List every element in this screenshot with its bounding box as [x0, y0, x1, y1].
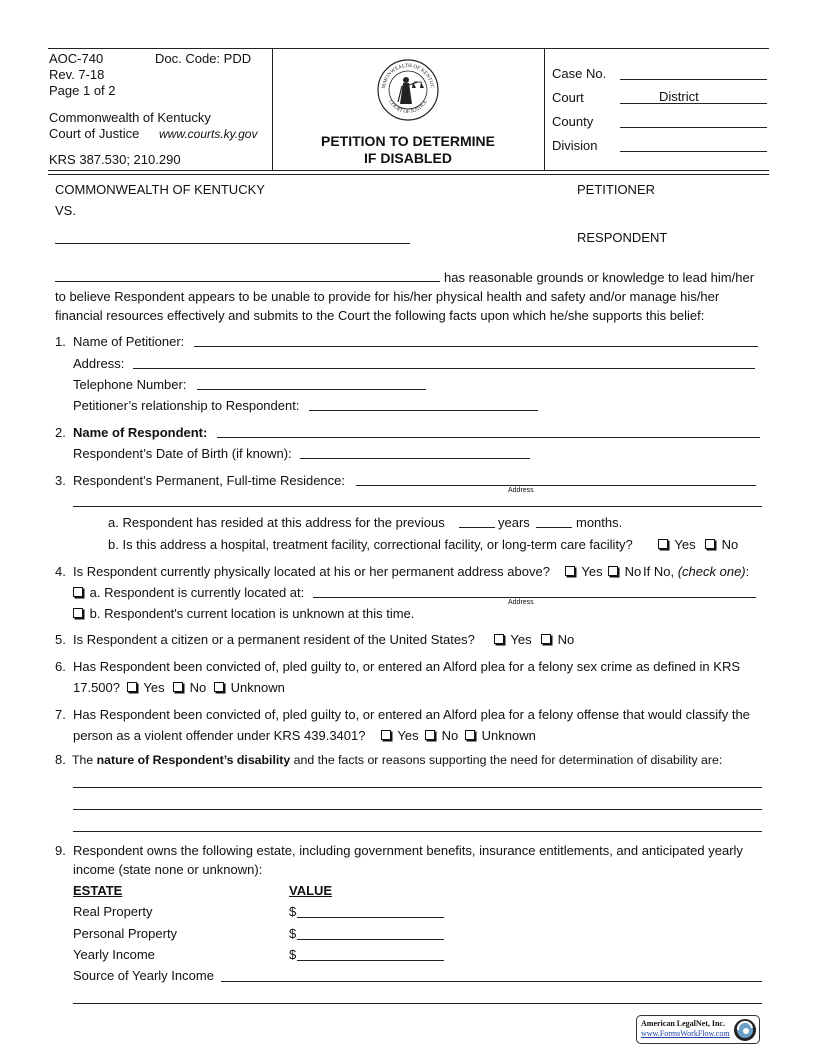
q3b-yes-option[interactable]: [658, 537, 696, 553]
q9-line-1: Respondent owns the following estate, including government benefits, insurance entitlements, and anticipated yearly: [73, 843, 743, 858]
county-field[interactable]: [620, 127, 767, 128]
checkbox-icon[interactable]: [565, 566, 575, 576]
q3-address-caption: Address: [508, 487, 534, 494]
statute: KRS 387.530; 210.290: [49, 152, 181, 167]
q5-yes-label: Yes: [510, 632, 532, 647]
checkbox-icon[interactable]: [73, 587, 83, 597]
q5-yes-option[interactable]: [494, 632, 532, 648]
header-divider-right: [544, 48, 545, 170]
q7-no-option[interactable]: [425, 728, 458, 744]
q8-the: The: [72, 753, 94, 767]
q4-number: 4.: [55, 564, 66, 579]
caption-plaintiff: COMMONWEALTH OF KENTUCKY: [55, 182, 265, 197]
division-label: Division: [552, 138, 598, 153]
respondent-residence-field-line-2[interactable]: [73, 506, 762, 507]
revision: Rev. 7-18: [49, 67, 105, 82]
q1-relationship-label: Petitioner’s relationship to Respondent:: [73, 398, 300, 413]
q3a-text: a. Respondent has resided at this address for the previous: [108, 515, 445, 530]
checkbox-icon[interactable]: [658, 539, 668, 549]
q1-phone-label: Telephone Number:: [73, 377, 187, 392]
header-bottom-rule-2: [48, 174, 769, 175]
caption-petitioner: PETITIONER: [577, 182, 656, 197]
estate-personal-property: Personal Property: [73, 926, 178, 941]
q4-yes-label: Yes: [581, 564, 603, 579]
q4a-location-field[interactable]: [313, 597, 756, 598]
q7-line-2: person as a violent offender under KRS 439.3401?: [73, 728, 366, 743]
intro-line-1: has reasonable grounds or knowledge to lead him/her: [444, 270, 755, 285]
q6-yes-option[interactable]: [127, 680, 165, 696]
q3a-months-label: months.: [576, 515, 623, 530]
checkbox-icon[interactable]: [465, 730, 475, 740]
checkbox-icon[interactable]: [608, 566, 618, 576]
checkbox-icon[interactable]: [425, 730, 435, 740]
q4-question: Is Respondent currently physically located at his or her permanent address above?: [73, 564, 550, 579]
court-label: Court: [552, 90, 584, 105]
q4-check-one: (check one): [677, 564, 746, 579]
q5-no-label: No: [557, 632, 575, 647]
q7-number: 7.: [55, 707, 66, 722]
q1-address-label: Address:: [73, 356, 125, 371]
q8-answer-line-3[interactable]: [73, 831, 762, 832]
q6-unknown-label: Unknown: [230, 680, 285, 695]
page-number: Page 1 of 2: [49, 83, 116, 98]
respondent-dob-field[interactable]: [300, 458, 530, 459]
q7-yes-option[interactable]: [381, 728, 419, 744]
dollar-sign: $: [289, 904, 297, 919]
seal-top-text: MMONWEALTH OF KENTUC: [380, 62, 435, 89]
petitioner-address-field[interactable]: [133, 368, 755, 369]
estate-header: ESTATE: [73, 883, 123, 898]
q8-answer-line-2[interactable]: [73, 809, 762, 810]
q4b-text: b. Respondent's current location is unknown at this time.: [89, 606, 415, 621]
q4-no-label: No: [624, 564, 642, 579]
source-income-label: Source of Yearly Income: [73, 968, 214, 983]
q7-line-1: Has Respondent been convicted of, pled guilty to, or entered an Alford plea for a felony offense that would classify the: [73, 707, 750, 722]
source-income-field-line-2[interactable]: [73, 1003, 762, 1004]
q8-bold: nature of Respondent’s disability: [96, 753, 291, 767]
dollar-sign: $: [289, 926, 297, 941]
q4a-address-caption: Address: [508, 599, 534, 606]
q3b-no-label: No: [721, 537, 739, 552]
state-name: Commonwealth of Kentucky: [49, 110, 211, 125]
q8-number: 8.: [55, 752, 66, 767]
court-of-justice: Court of Justice: [49, 126, 140, 141]
q2-number: 2.: [55, 425, 66, 440]
q4a-option[interactable]: [73, 585, 304, 601]
footer-company: American LegalNet, Inc.: [641, 1019, 725, 1028]
q9-line-2: income (state none or unknown):: [73, 862, 263, 877]
q5-question: Is Respondent a citizen or a permanent resident of the United States?: [73, 632, 475, 647]
value-header: VALUE: [289, 883, 333, 898]
form-title-line-2: IF DISABLED: [364, 150, 452, 166]
doc-code: Doc. Code: PDD: [155, 51, 252, 66]
q7-no-label: No: [441, 728, 459, 743]
division-field[interactable]: [620, 151, 767, 152]
header-top-rule: [48, 48, 769, 49]
court-value: District: [659, 89, 699, 104]
q6-no-option[interactable]: [173, 680, 206, 696]
checkbox-icon[interactable]: [73, 608, 83, 618]
seal-bottom-text: COURT OF JUSTICE: [387, 99, 429, 116]
q4-yes-option[interactable]: [565, 564, 603, 580]
respondent-residence-field[interactable]: [356, 485, 756, 486]
case-number-field[interactable]: [620, 79, 767, 80]
case-number-label: Case No.: [552, 66, 607, 81]
footer-site-link[interactable]: www.FormsWorkFlow.com: [641, 1029, 730, 1038]
q6-number: 6.: [55, 659, 66, 674]
globe-logo-icon: [733, 1018, 757, 1042]
caption-vs: VS.: [55, 203, 76, 218]
q8-rest: and the facts or reasons supporting the need for determination of disability are:: [293, 753, 723, 767]
intro-line-3: financial resources effectively and submits to the Court the following facts upon which he/she supports this belief:: [55, 308, 705, 323]
q3a-months-field[interactable]: [536, 527, 572, 528]
q6-line-1: Has Respondent been convicted of, pled guilty to, or entered an Alford plea for a felony sex crime as defined in KRS: [73, 659, 741, 674]
form-title-line-1: PETITION TO DETERMINE: [321, 133, 495, 149]
q5-number: 5.: [55, 632, 66, 647]
county-label: County: [552, 114, 594, 129]
q3b-yes-label: Yes: [674, 537, 696, 552]
q6-line-2: 17.500?: [73, 680, 120, 695]
q5-no-option[interactable]: [541, 632, 574, 648]
q6-no-label: No: [189, 680, 207, 695]
dollar-sign: $: [289, 947, 297, 962]
q7-yes-label: Yes: [397, 728, 419, 743]
q4-if-no: [643, 564, 749, 580]
q2-dob-label: Respondent’s Date of Birth (if known):: [73, 446, 292, 461]
estate-yearly-income: Yearly Income: [73, 947, 155, 962]
form-number: AOC-740: [49, 51, 104, 66]
q4-colon: :: [745, 564, 750, 579]
q9-number: 9.: [55, 843, 66, 858]
q3a-years-label: years: [498, 515, 530, 530]
intro-line-2: to believe Respondent appears to be unable to provide for his/her physical health and safety and/or manage his/her: [55, 289, 720, 304]
source-income-field[interactable]: [221, 981, 762, 982]
q1-name-label: Name of Petitioner:: [73, 334, 185, 349]
checkbox-icon[interactable]: [127, 682, 137, 692]
q1-number: 1.: [55, 334, 66, 349]
petitioner-name-field[interactable]: [194, 346, 758, 347]
q6-yes-label: Yes: [143, 680, 165, 695]
petitioner-phone-field[interactable]: [197, 389, 426, 390]
q6-unknown-option[interactable]: [214, 680, 285, 696]
checkbox-icon[interactable]: [214, 682, 224, 692]
q8-text: [72, 752, 722, 768]
q7-unknown-label: Unknown: [481, 728, 536, 743]
checkbox-icon[interactable]: [705, 539, 715, 549]
q4-no-option[interactable]: [608, 564, 641, 580]
website-link[interactable]: www.courts.ky.gov: [159, 127, 258, 141]
q3b-no-option[interactable]: [705, 537, 738, 553]
checkbox-icon[interactable]: [541, 634, 551, 644]
q4a-text: a. Respondent is currently located at:: [89, 585, 305, 600]
yearly-income-value-field[interactable]: [297, 960, 444, 961]
estate-real-property: Real Property: [73, 904, 153, 919]
petitioner-relationship-field[interactable]: [309, 410, 538, 411]
respondent-full-name-field[interactable]: [217, 437, 760, 438]
checkbox-icon[interactable]: [173, 682, 183, 692]
checkbox-icon[interactable]: [381, 730, 391, 740]
q2-name-label: Name of Respondent:: [73, 425, 208, 440]
q3-residence-label: Respondent's Permanent, Full-time Residence:: [73, 473, 346, 488]
respondent-name-field[interactable]: [55, 243, 410, 244]
q3b-text: b. Is this address a hospital, treatment facility, correctional facility, or long-term care facility?: [108, 537, 633, 552]
header-bottom-rule: [48, 170, 769, 171]
kentucky-seal-icon: [376, 58, 440, 122]
q7-unknown-option[interactable]: [465, 728, 536, 744]
q4-if-no-label: If No,: [643, 564, 675, 579]
real-property-value-field[interactable]: [297, 917, 444, 918]
q4b-option[interactable]: [73, 606, 414, 622]
checkbox-icon[interactable]: [494, 634, 504, 644]
intro-petitioner-field[interactable]: [55, 281, 440, 282]
q8-answer-line-1[interactable]: [73, 787, 762, 788]
personal-property-value-field[interactable]: [297, 939, 444, 940]
footer-logo: [636, 1015, 760, 1044]
caption-respondent: RESPONDENT: [577, 230, 668, 245]
q3a-years-field[interactable]: [459, 527, 495, 528]
q3-number: 3.: [55, 473, 66, 488]
